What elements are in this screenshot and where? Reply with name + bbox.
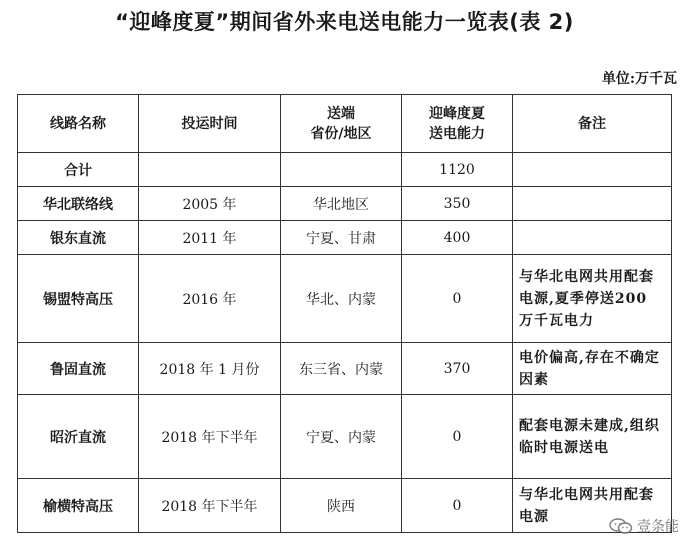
cell-line-name: 鲁固直流 [18,343,139,395]
cell-time: 2011 年 [139,221,281,255]
cell-capacity: 0 [402,255,513,343]
cell-time: 2005 年 [139,187,281,221]
table-row [18,343,672,395]
cell-region: 东三省、内蒙 [281,343,402,395]
cell-note: 电价偏高,存在不确定因素 [513,343,672,395]
cell-time: 2018 年 1 月份 [139,343,281,395]
table-row [18,153,672,187]
cell-region: 陕西 [281,479,402,533]
cell-region: 宁夏、甘肃 [281,221,402,255]
cell-region: 宁夏、内蒙 [281,395,402,479]
cell-line-name: 锡盟特高压 [18,255,139,343]
header-remarks: 备注 [513,95,672,153]
table-row [18,187,672,221]
header-row [18,95,672,153]
cell-time: 2016 年 [139,255,281,343]
power-capacity-table [17,94,672,533]
watermark-text: 壹条能 [637,519,679,535]
cell-capacity: 350 [402,187,513,221]
cell-note: 配套电源未建成,组织临时电源送电 [513,395,672,479]
header-commission-time: 投运时间 [139,95,281,153]
watermark [609,516,679,536]
cell-note [513,187,672,221]
cell-note: 与华北电网共用配套电源 [513,479,672,533]
cell-note [513,221,672,255]
unit-label: 单位:万千瓦 [601,71,677,87]
table-row [18,255,672,343]
cell-time: 2018 年下半年 [139,395,281,479]
cell-line-name: 华北联络线 [18,187,139,221]
cell-line-name: 榆横特高压 [18,479,139,533]
cell-region [281,153,402,187]
cell-note [513,153,672,187]
cell-capacity: 370 [402,343,513,395]
header-line-name: 线路名称 [18,95,139,153]
cell-capacity: 0 [402,395,513,479]
cell-line-name: 银东直流 [18,221,139,255]
cell-time [139,153,281,187]
cell-region: 华北、内蒙 [281,255,402,343]
cell-region: 华北地区 [281,187,402,221]
cell-capacity: 0 [402,479,513,533]
cell-capacity: 1120 [402,153,513,187]
cell-line-name: 昭沂直流 [18,395,139,479]
table-title: “迎峰度夏”期间省外来电送电能力一览表(表 2) [115,10,574,34]
cell-capacity: 400 [402,221,513,255]
cell-note: 与华北电网共用配套电源,夏季停送200 万千瓦电力 [513,255,672,343]
header-sending-end: 送端 省份/地区 [281,95,402,153]
table-row [18,221,672,255]
cell-line-name: 合计 [18,153,139,187]
wechat-icon [609,518,633,534]
header-capacity: 迎峰度夏 送电能力 [402,95,513,153]
table-row [18,479,672,533]
cell-time: 2018 年下半年 [139,479,281,533]
table-row [18,395,672,479]
